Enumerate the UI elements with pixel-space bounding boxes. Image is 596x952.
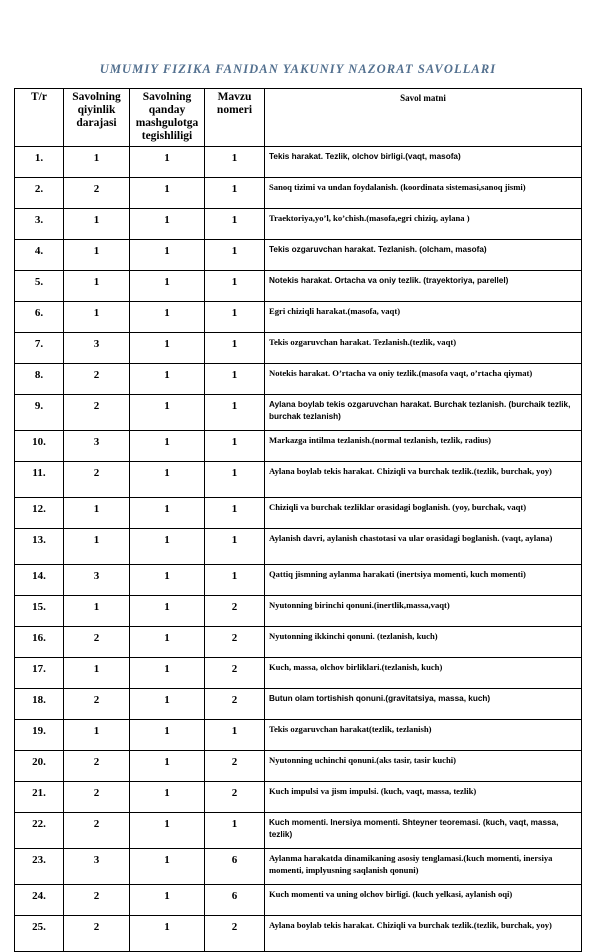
table-row: [15, 849, 582, 885]
row-number: 8.: [15, 364, 64, 395]
topic-cell: 1: [205, 431, 265, 462]
difficulty-cell: 1: [64, 209, 130, 240]
topic-cell: 2: [205, 596, 265, 627]
header-section: Savolning qanday mashgulotga tegishliligi: [130, 89, 205, 147]
question-text-cell: Aylana boylab tekis ozgaruvchan harakat. Burchak tezlanish. (burchaik tezlik, burchak tezlanish): [265, 395, 582, 431]
difficulty-cell: 2: [64, 782, 130, 813]
topic-cell: 2: [205, 627, 265, 658]
row-number: 11.: [15, 462, 64, 498]
difficulty-cell: 2: [64, 627, 130, 658]
topic-cell: 1: [205, 364, 265, 395]
section-cell: 1: [130, 462, 205, 498]
table-row: [15, 916, 582, 952]
section-cell: 1: [130, 178, 205, 209]
header-difficulty: Savolning qiyinlik darajasi: [64, 89, 130, 147]
section-cell: 1: [130, 627, 205, 658]
section-cell: 1: [130, 431, 205, 462]
row-number: 21.: [15, 782, 64, 813]
topic-cell: 1: [205, 529, 265, 565]
difficulty-cell: 3: [64, 333, 130, 364]
topic-cell: 1: [205, 395, 265, 431]
section-cell: 1: [130, 271, 205, 302]
table-row: [15, 565, 582, 596]
difficulty-cell: 1: [64, 498, 130, 529]
row-number: 4.: [15, 240, 64, 271]
row-number: 16.: [15, 627, 64, 658]
question-text-cell: Chiziqli va burchak tezliklar orasidagi boglanish. (yoy, burchak, vaqt): [265, 498, 582, 529]
difficulty-cell: 2: [64, 813, 130, 849]
question-text-cell: Traektoriya,yo’l, ko’chish.(masofa,egri chiziq, aylana ): [265, 209, 582, 240]
question-text-cell: Tekis ozgaruvchan harakat. Tezlanish. (olcham, masofa): [265, 240, 582, 271]
table-row: [15, 658, 582, 689]
topic-cell: 1: [205, 333, 265, 364]
topic-cell: 2: [205, 916, 265, 952]
table-row: [15, 431, 582, 462]
section-cell: 1: [130, 751, 205, 782]
row-number: 22.: [15, 813, 64, 849]
difficulty-cell: 1: [64, 529, 130, 565]
topic-cell: 2: [205, 782, 265, 813]
table-row: [15, 689, 582, 720]
section-cell: 1: [130, 565, 205, 596]
section-cell: 1: [130, 916, 205, 952]
section-cell: 1: [130, 782, 205, 813]
section-cell: 1: [130, 596, 205, 627]
section-cell: 1: [130, 885, 205, 916]
section-cell: 1: [130, 209, 205, 240]
difficulty-cell: 2: [64, 751, 130, 782]
question-text-cell: Notekis harakat. Ortacha va oniy tezlik. (trayektoriya, parellel): [265, 271, 582, 302]
table-row: [15, 364, 582, 395]
table-row: [15, 240, 582, 271]
question-text-cell: Aylanish davri, aylanish chastotasi va ular orasidagi boglanish. (vaqt, aylana): [265, 529, 582, 565]
question-text-cell: Aylana boylab tekis harakat. Chiziqli va burchak tezlik.(tezlik, burchak, yoy): [265, 462, 582, 498]
section-cell: 1: [130, 849, 205, 885]
difficulty-cell: 1: [64, 302, 130, 333]
header-topic: Mavzu nomeri: [205, 89, 265, 147]
difficulty-cell: 2: [64, 462, 130, 498]
topic-cell: 1: [205, 498, 265, 529]
row-number: 19.: [15, 720, 64, 751]
table-row: [15, 498, 582, 529]
question-text-cell: Nyutonning birinchi qonuni.(inertlik,massa,vaqt): [265, 596, 582, 627]
questions-table: [14, 88, 582, 952]
difficulty-cell: 3: [64, 431, 130, 462]
difficulty-cell: 3: [64, 565, 130, 596]
topic-cell: 1: [205, 720, 265, 751]
table-row: [15, 720, 582, 751]
table-row: [15, 209, 582, 240]
topic-cell: 1: [205, 209, 265, 240]
difficulty-cell: 2: [64, 916, 130, 952]
difficulty-cell: 2: [64, 178, 130, 209]
topic-cell: 2: [205, 658, 265, 689]
section-cell: 1: [130, 333, 205, 364]
question-text-cell: Aylana boylab tekis harakat. Chiziqli va burchak tezlik.(tezlik, burchak, yoy): [265, 916, 582, 952]
table-row: [15, 885, 582, 916]
section-cell: 1: [130, 529, 205, 565]
section-cell: 1: [130, 813, 205, 849]
row-number: 23.: [15, 849, 64, 885]
difficulty-cell: 2: [64, 885, 130, 916]
row-number: 15.: [15, 596, 64, 627]
question-text-cell: Kuch impulsi va jism impulsi. (kuch, vaqt, massa, tezlik): [265, 782, 582, 813]
question-text-cell: Tekis harakat. Tezlik, olchov birligi.(vaqt, masofa): [265, 147, 582, 178]
question-text-cell: Kuch, massa, olchov birliklari.(tezlanish, kuch): [265, 658, 582, 689]
question-text-cell: Nyutonning uchinchi qonuni.(aks tasir, tasir kuchi): [265, 751, 582, 782]
difficulty-cell: 1: [64, 240, 130, 271]
difficulty-cell: 2: [64, 395, 130, 431]
difficulty-cell: 1: [64, 596, 130, 627]
table-row: [15, 333, 582, 364]
difficulty-cell: 1: [64, 147, 130, 178]
section-cell: 1: [130, 302, 205, 333]
table-row: [15, 302, 582, 333]
table-row: [15, 627, 582, 658]
row-number: 9.: [15, 395, 64, 431]
topic-cell: 6: [205, 849, 265, 885]
table-row: [15, 271, 582, 302]
difficulty-cell: 3: [64, 849, 130, 885]
section-cell: 1: [130, 240, 205, 271]
section-cell: 1: [130, 395, 205, 431]
topic-cell: 1: [205, 178, 265, 209]
row-number: 24.: [15, 885, 64, 916]
row-number: 12.: [15, 498, 64, 529]
section-cell: 1: [130, 689, 205, 720]
row-number: 5.: [15, 271, 64, 302]
row-number: 18.: [15, 689, 64, 720]
question-text-cell: Nyutonning ikkinchi qonuni. (tezlanish, kuch): [265, 627, 582, 658]
table-row: [15, 782, 582, 813]
table-row: [15, 395, 582, 431]
question-text-cell: Aylanma harakatda dinamikaning asosiy tenglamasi.(kuch momenti, inersiya momenti, implyusning saqlanish qonuni): [265, 849, 582, 885]
question-text-cell: Markazga intilma tezlanish.(normal tezlanish, tezlik, radius): [265, 431, 582, 462]
question-text-cell: Kuch momenti va uning olchov birligi. (kuch yelkasi, aylanish oqi): [265, 885, 582, 916]
topic-cell: 1: [205, 240, 265, 271]
section-cell: 1: [130, 147, 205, 178]
topic-cell: 6: [205, 885, 265, 916]
section-cell: 1: [130, 658, 205, 689]
topic-cell: 1: [205, 813, 265, 849]
document-title: UMUMIY FIZIKA FANIDAN YAKUNIY NAZORAT SAVOLLARI: [99, 62, 497, 76]
question-text-cell: Butun olam tortishish qonuni.(gravitatsiya, massa, kuch): [265, 689, 582, 720]
row-number: 14.: [15, 565, 64, 596]
table-row: [15, 813, 582, 849]
topic-cell: 1: [205, 565, 265, 596]
header-number: T/r: [15, 89, 64, 147]
question-text-cell: Egri chiziqli harakat.(masofa, vaqt): [265, 302, 582, 333]
header-question-text: Savol matni: [265, 89, 582, 147]
section-cell: 1: [130, 720, 205, 751]
difficulty-cell: 2: [64, 689, 130, 720]
row-number: 7.: [15, 333, 64, 364]
table-row: [15, 178, 582, 209]
table-row: [15, 462, 582, 498]
table-row: [15, 529, 582, 565]
row-number: 3.: [15, 209, 64, 240]
topic-cell: 1: [205, 462, 265, 498]
question-text-cell: Tekis ozgaruvchan harakat(tezlik, tezlanish): [265, 720, 582, 751]
row-number: 6.: [15, 302, 64, 333]
table-header-row: [15, 89, 582, 147]
table-row: [15, 147, 582, 178]
question-text-cell: Tekis ozgaruvchan harakat. Tezlanish.(tezlik, vaqt): [265, 333, 582, 364]
topic-cell: 2: [205, 689, 265, 720]
row-number: 20.: [15, 751, 64, 782]
difficulty-cell: 1: [64, 271, 130, 302]
table-row: [15, 751, 582, 782]
row-number: 13.: [15, 529, 64, 565]
topic-cell: 1: [205, 302, 265, 333]
question-text-cell: Kuch momenti. Inersiya momenti. Shteyner teoremasi. (kuch, vaqt, massa, tezlik): [265, 813, 582, 849]
question-text-cell: Notekis harakat. O’rtacha va oniy tezlik.(masofa vaqt, o’rtacha qiymat): [265, 364, 582, 395]
topic-cell: 1: [205, 147, 265, 178]
row-number: 1.: [15, 147, 64, 178]
topic-cell: 1: [205, 271, 265, 302]
topic-cell: 2: [205, 751, 265, 782]
row-number: 10.: [15, 431, 64, 462]
section-cell: 1: [130, 364, 205, 395]
row-number: 17.: [15, 658, 64, 689]
difficulty-cell: 1: [64, 658, 130, 689]
question-text-cell: Sanoq tizimi va undan foydalanish. (koordinata sistemasi,sanoq jismi): [265, 178, 582, 209]
section-cell: 1: [130, 498, 205, 529]
difficulty-cell: 1: [64, 720, 130, 751]
row-number: 25.: [15, 916, 64, 952]
table-row: [15, 596, 582, 627]
question-text-cell: Qattiq jismning aylanma harakati (inertsiya momenti, kuch momenti): [265, 565, 582, 596]
difficulty-cell: 2: [64, 364, 130, 395]
row-number: 2.: [15, 178, 64, 209]
